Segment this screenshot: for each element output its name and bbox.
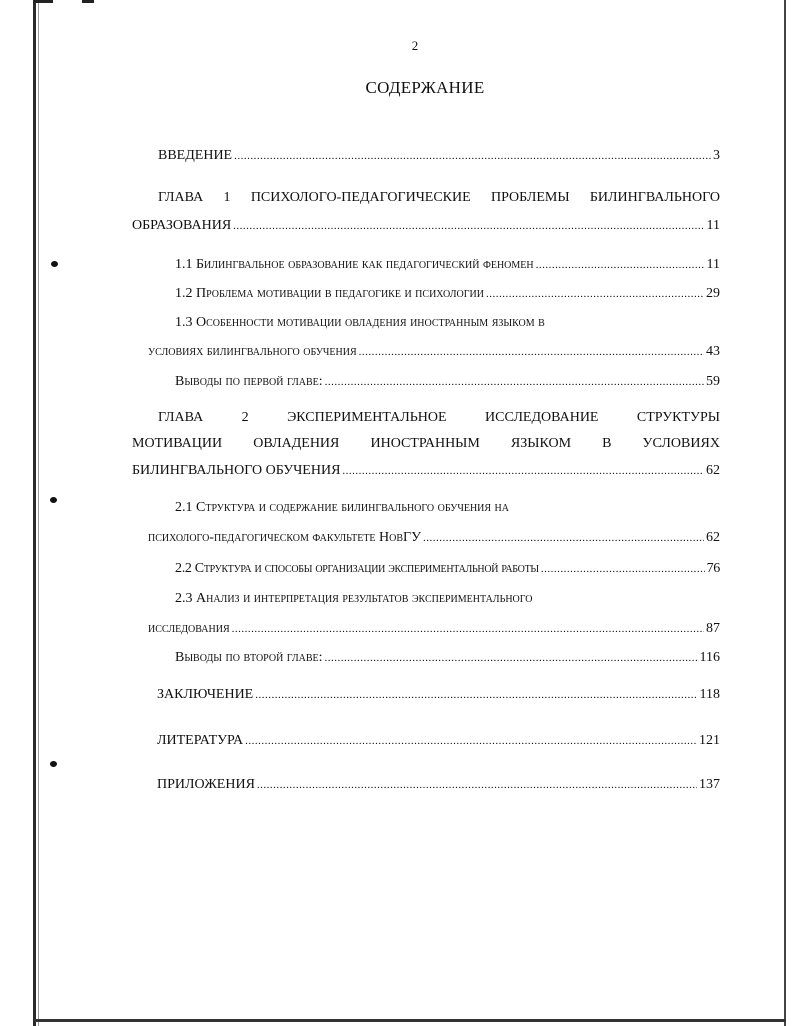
toc-leader-dots [257,776,697,794]
toc-chapter-1-line2[interactable] [132,217,720,235]
toc-entry-label: ВВЕДЕНИЕ [158,148,233,163]
heading-word: УСЛОВИЯХ [642,436,720,451]
toc-leader-dots [423,529,704,547]
toc-entry-label: ЛИТЕРАТУРА [157,733,244,748]
toc-leader-dots [234,147,711,165]
toc-entry-label: Выводы по второй главе: [175,650,323,665]
toc-entry-label: 1.3 Особенности мотивации овладения иностранным языком в [175,315,545,330]
toc-entry-appendices[interactable] [157,776,720,794]
toc-entry-page: 87 [706,621,720,636]
toc-entry-label: Выводы по первой главе: [175,374,323,389]
page-title: СОДЕРЖАНИЕ [365,78,485,97]
toc-entry-label: 2.2 Структура и способы организации экспериментальной работы [175,561,539,576]
toc-section-1-3-line1[interactable] [175,314,720,332]
toc-leader-dots [325,649,698,667]
scan-edge-left-inner [38,0,39,1026]
scan-edge-bottom [34,1019,786,1022]
toc-entry-label: исследования [148,621,230,636]
toc-section-2-1-line1[interactable] [175,499,720,517]
toc-entry-conclusion[interactable] [157,686,720,704]
toc-leader-dots [245,732,697,750]
heading-word: МОТИВАЦИИ [132,436,223,451]
toc-chapter-2-line2[interactable] [132,435,720,453]
toc-entry-label: 1.2 Проблема мотивации в педагогике и психологии [175,286,484,301]
toc-leader-dots [486,285,704,303]
toc-chapter-1-heading[interactable] [158,189,720,207]
heading-word: БИЛИНГВАЛЬНОГО [589,190,720,205]
toc-section-2-2[interactable] [175,560,720,578]
heading-word: ПРОБЛЕМЫ [490,190,570,205]
toc-entry-page: 43 [706,344,720,359]
heading-word: ИССЛЕДОВАНИЕ [485,410,599,425]
toc-entry-label: БИЛИНГВАЛЬНОГО ОБУЧЕНИЯ [132,463,341,478]
punch-hole-mark [51,261,58,267]
toc-entry-page: 76 [706,561,720,576]
toc-entry-page: 62 [706,463,720,478]
toc-section-1-3-line2[interactable] [148,343,720,361]
toc-entry-literature[interactable] [157,732,720,750]
heading-word: ЭКСПЕРИМЕНТАЛЬНОЕ [287,410,447,425]
toc-entry-page: 3 [713,148,720,163]
toc-chapter-1-conclusions[interactable] [175,373,720,391]
toc-leader-dots [541,560,705,578]
toc-entry-label: условиях билингвального обучения [148,344,357,359]
toc-leader-dots [536,256,705,274]
heading-word: ГЛАВА [158,410,204,425]
scan-top-mark [33,0,53,3]
toc-entry-label: психолого-педагогическом факультете НовГУ [148,530,422,545]
scan-top-mark [82,0,94,3]
toc-section-2-3-line1[interactable] [175,590,720,608]
toc-section-2-1-line2[interactable] [148,529,720,547]
toc-entry-page: 116 [699,650,720,665]
heading-word: В [602,436,612,451]
toc-entry-intro[interactable] [158,147,720,165]
toc-leader-dots [232,620,704,638]
toc-leader-dots [255,686,697,704]
toc-section-2-3-line2[interactable] [148,620,720,638]
heading-word: ЯЗЫКОМ [510,436,572,451]
heading-word: ГЛАВА [158,190,204,205]
toc-entry-label: 2.3 Анализ и интерпретация результатов экспериментального [175,591,533,606]
punch-hole-mark [50,497,57,503]
scan-edge-left [33,0,36,1026]
toc-chapter-2-conclusions[interactable] [175,649,720,667]
heading-word: СТРУКТУРЫ [636,410,720,425]
toc-entry-page: 121 [699,733,720,748]
toc-entry-page: 59 [706,374,720,389]
heading-word: ПСИХОЛОГО-ПЕДАГОГИЧЕСКИЕ [250,190,471,205]
toc-entry-label: ЗАКЛЮЧЕНИЕ [157,687,254,702]
toc-entry-page: 11 [706,218,720,233]
toc-leader-dots [359,343,704,361]
toc-entry-label: 1.1 Билингвальное образование как педагогический феномен [175,257,534,272]
toc-section-1-1[interactable] [175,256,720,274]
heading-word: 1 [223,190,231,205]
toc-leader-dots [233,217,704,235]
toc-entry-label: ОБРАЗОВАНИЯ [132,218,232,233]
toc-entry-page: 118 [699,687,720,702]
toc-leader-dots [342,462,704,480]
toc-chapter-2-heading[interactable] [158,409,720,427]
punch-hole-mark [50,761,57,767]
toc-entry-page: 137 [699,777,720,792]
page-number: 2 [411,38,419,53]
scan-edge-right [784,0,786,1026]
toc-entry-label: ПРИЛОЖЕНИЯ [157,777,255,792]
toc-leader-dots [325,373,704,391]
toc-section-1-2[interactable] [175,285,720,303]
toc-entry-label: 2.1 Структура и содержание билингвального обучения на [175,500,509,515]
toc-chapter-2-line3[interactable] [132,462,720,480]
heading-word: ОВЛАДЕНИЯ [253,436,340,451]
heading-word: ИНОСТРАННЫМ [370,436,480,451]
toc-entry-page: 62 [706,530,720,545]
toc-entry-page: 29 [706,286,720,301]
toc-entry-page: 11 [706,257,720,272]
heading-word: 2 [241,410,249,425]
